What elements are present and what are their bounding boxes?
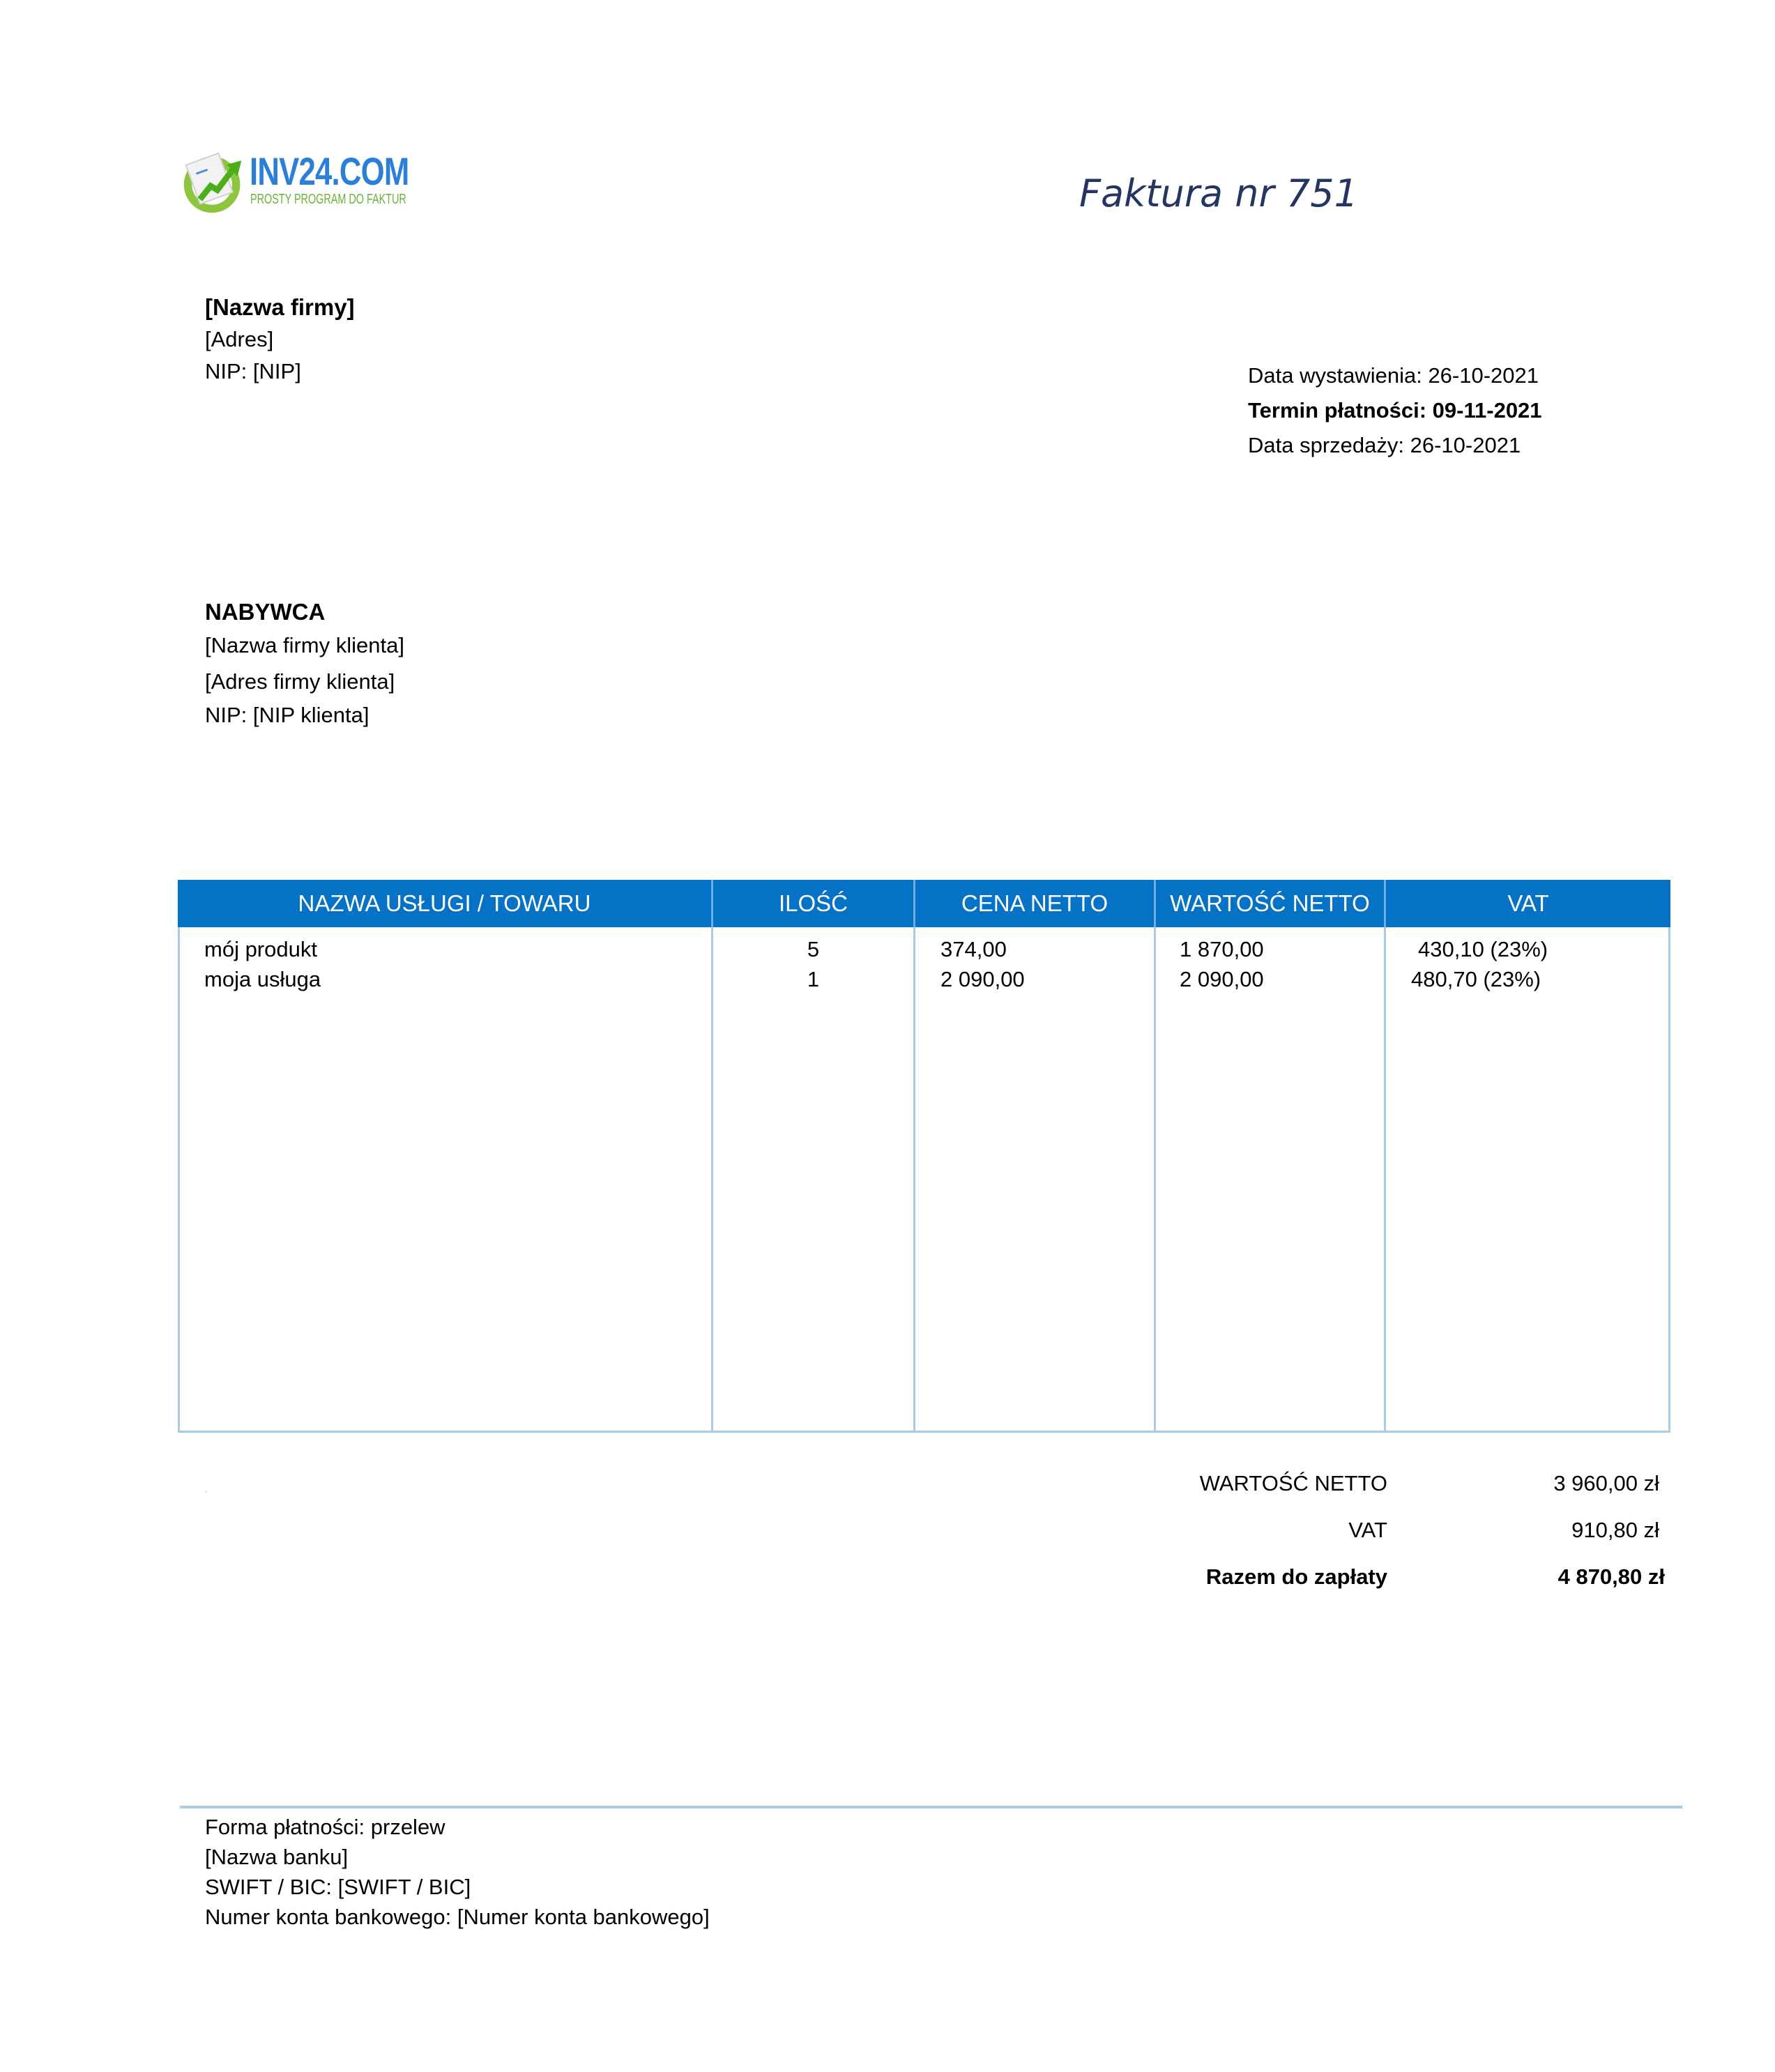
table-cell-price-net: 374,00	[940, 937, 1007, 961]
column-header-price-net: CENA NETTO	[915, 880, 1156, 927]
dates-block	[1248, 361, 1542, 466]
table-cell-price-net: 2 090,00	[940, 967, 1025, 991]
buyer-block	[205, 597, 404, 734]
column-header-value-net: WARTOŚĆ NETTO	[1156, 880, 1386, 927]
footer-divider	[180, 1806, 1682, 1808]
table-cell-name: mój produkt	[204, 937, 317, 961]
company-logo	[180, 143, 409, 216]
table-cell-value-net: 1 870,00	[1180, 937, 1264, 961]
column-qty	[713, 927, 915, 1433]
table-cell-vat: 480,70 (23%)	[1411, 967, 1541, 991]
summary-total-row	[1185, 1564, 1665, 1611]
table-cell-qty: 1	[807, 967, 820, 991]
column-value-net	[1156, 927, 1386, 1433]
invoice-growth-arrow-icon	[180, 148, 247, 215]
summary-net-row	[1185, 1471, 1659, 1518]
table-cell-name: moja usługa	[204, 967, 321, 991]
sale-date: Data sprzedaży: 26-10-2021	[1248, 433, 1521, 457]
table-header	[178, 880, 1670, 927]
table-cell-qty: 5	[807, 937, 820, 961]
payment-method: Forma płatności: przelew	[205, 1815, 445, 1839]
seller-nip: NIP: [NIP]	[205, 359, 301, 383]
summary-vat-label: VAT	[1348, 1518, 1387, 1542]
buyer-address: [Adres firmy klienta]	[205, 669, 395, 694]
summary-total-label: Razem do zapłaty	[1205, 1564, 1387, 1589]
invoice-title: Faktura nr 751	[1079, 172, 1358, 215]
summary-net-value: 3 960,00 zł	[1553, 1471, 1659, 1495]
seller-name: [Nazwa firmy]	[205, 294, 355, 320]
seller-address: [Adres]	[205, 327, 274, 351]
payment-block	[205, 1813, 710, 1933]
logo-subtitle: PROSTY PROGRAM DO FAKTUR	[250, 192, 406, 207]
summary-block	[1185, 1471, 1665, 1611]
bank-name: [Nazwa banku]	[205, 1845, 349, 1869]
due-date: Termin płatności: 09-11-2021	[1248, 398, 1542, 422]
table-cell-value-net: 2 090,00	[1180, 967, 1264, 991]
buyer-heading: NABYWCA	[205, 599, 326, 625]
column-header-vat: VAT	[1507, 890, 1549, 916]
summary-vat-value: 910,80 zł	[1571, 1518, 1659, 1542]
bank-account-number: Numer konta bankowego: [Numer konta bankowego]	[205, 1905, 710, 1929]
summary-vat-row	[1185, 1518, 1659, 1564]
buyer-name: [Nazwa firmy klienta]	[205, 633, 404, 657]
swift-bic: SWIFT / BIC: [SWIFT / BIC]	[205, 1875, 471, 1899]
logo-title: INV24.COM	[250, 149, 409, 193]
column-vat	[1386, 927, 1670, 1433]
summary-net-label: WARTOŚĆ NETTO	[1199, 1471, 1387, 1495]
divider-dot	[205, 1491, 207, 1493]
table-body	[178, 927, 1670, 1433]
buyer-nip: NIP: [NIP klienta]	[205, 703, 370, 727]
issue-date: Data wystawienia: 26-10-2021	[1248, 363, 1539, 388]
table-cell-vat: 430,10 (23%)	[1418, 937, 1548, 961]
seller-block	[205, 293, 355, 389]
column-price-net	[915, 927, 1156, 1433]
items-table	[178, 880, 1670, 1433]
column-header-name: NAZWA USŁUGI / TOWARU	[178, 880, 713, 927]
column-name	[178, 927, 713, 1433]
summary-total-value: 4 870,80 zł	[1557, 1564, 1665, 1589]
column-header-qty: ILOŚĆ	[713, 880, 915, 927]
